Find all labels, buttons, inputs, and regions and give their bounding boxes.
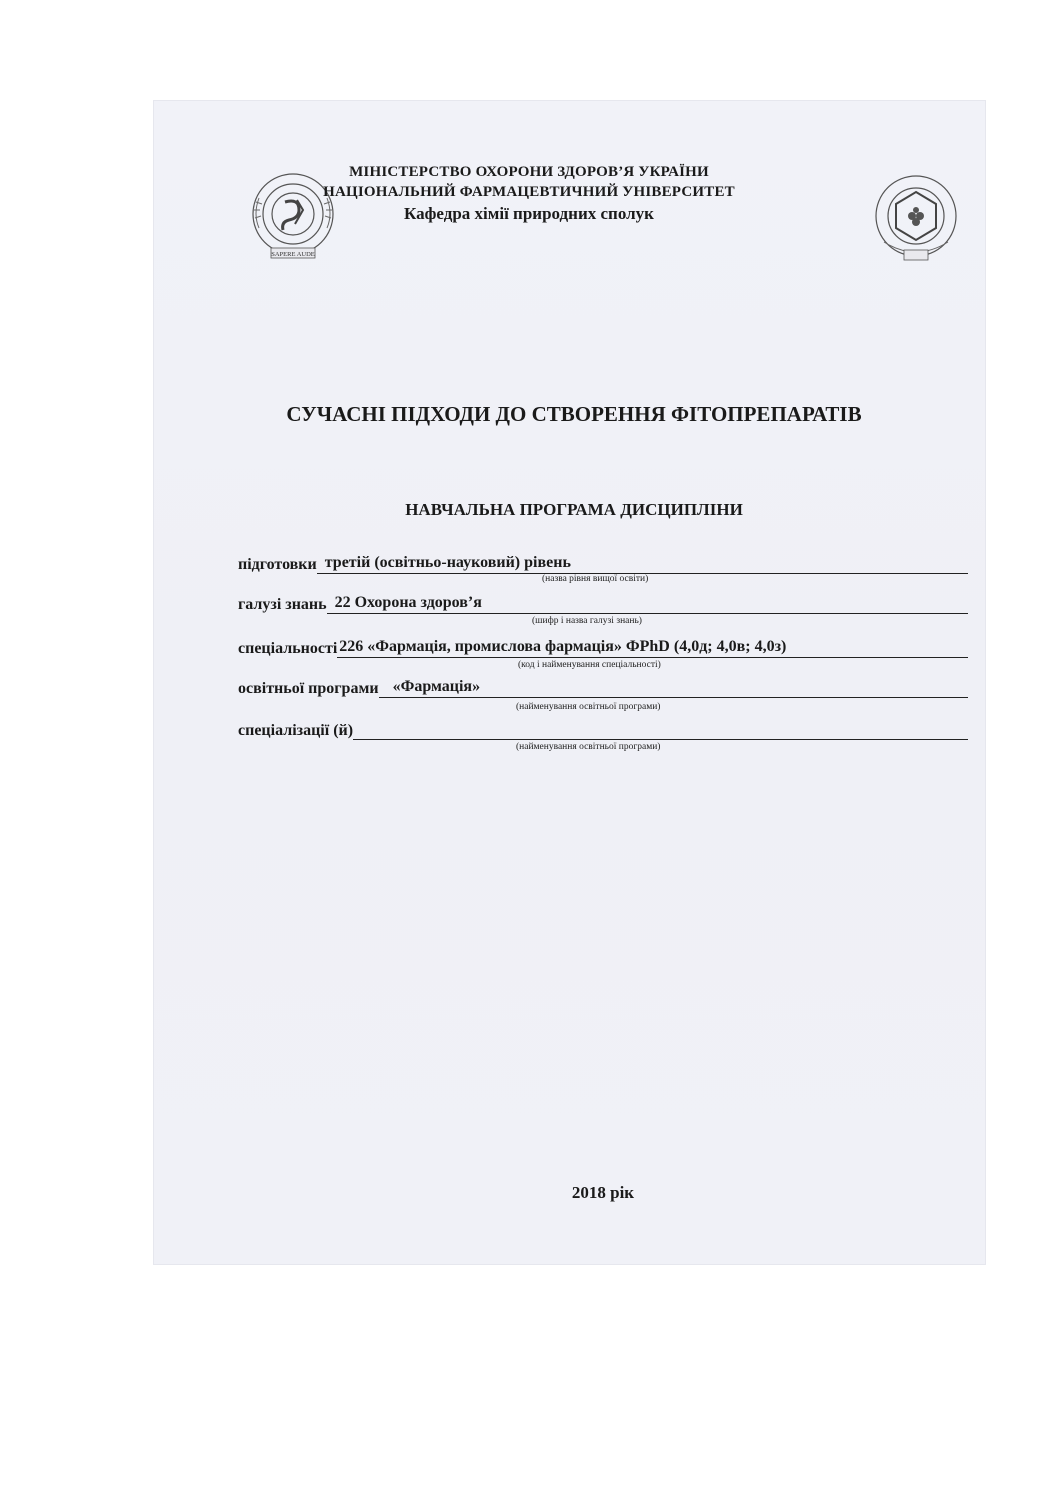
field-specialty-value: 226 «Фармація, промислова фармація» ФPhD (4,0д; 4,0в; 4,0з)	[337, 637, 968, 658]
field-knowledge-hint: (шифр і назва галузі знань)	[532, 616, 642, 626]
program-subtitle: НАВЧАЛЬНА ПРОГРАМА ДИСЦИПЛІНИ	[405, 500, 743, 519]
field-specialty-label: спеціальності	[238, 640, 338, 657]
field-knowledge	[238, 590, 968, 614]
field-knowledge-label: галузі знань	[238, 596, 327, 613]
show-through-text	[640, 135, 643, 150]
department-name: Кафедра хімії природних сполук	[404, 204, 654, 223]
field-specialty	[238, 634, 968, 658]
document-year: 2018 рік	[571, 1183, 635, 1202]
field-program-hint: (найменування освітньої програми)	[516, 702, 661, 712]
document-header	[0, 162, 1058, 226]
field-specialization-hint: (найменування освітньої програми)	[516, 742, 661, 752]
field-program-value: «Фармація»	[379, 677, 968, 698]
field-specialization	[238, 716, 968, 740]
field-level-hint: (назва рівня вищої освіти)	[542, 574, 649, 584]
field-knowledge-value: 22 Охорона здоров’я	[327, 593, 968, 614]
field-program-label: освітньої програми	[238, 680, 379, 697]
seal-motto: SAPERE AUDE	[271, 251, 315, 258]
field-level	[238, 550, 968, 574]
field-specialization-value	[353, 739, 968, 740]
course-title: СУЧАСНІ ПІДХОДИ ДО СТВОРЕННЯ ФІТОПРЕПАРАТІВ	[286, 402, 862, 426]
field-program	[238, 674, 968, 698]
ministry-name: МІНІСТЕРСТВО ОХОРОНИ ЗДОРОВ’Я УКРАЇНИ	[349, 164, 709, 180]
field-level-value: третій (освітньо-науковий) рівень	[317, 553, 968, 574]
university-name: НАЦІОНАЛЬНИЙ ФАРМАЦЕВТИЧНИЙ УНІВЕРСИТЕТ	[323, 184, 735, 200]
field-level-label: підготовки	[238, 556, 317, 573]
field-specialization-label: спеціалізації (й)	[238, 722, 354, 739]
field-specialty-hint: (код і найменування спеціальності)	[518, 660, 661, 670]
